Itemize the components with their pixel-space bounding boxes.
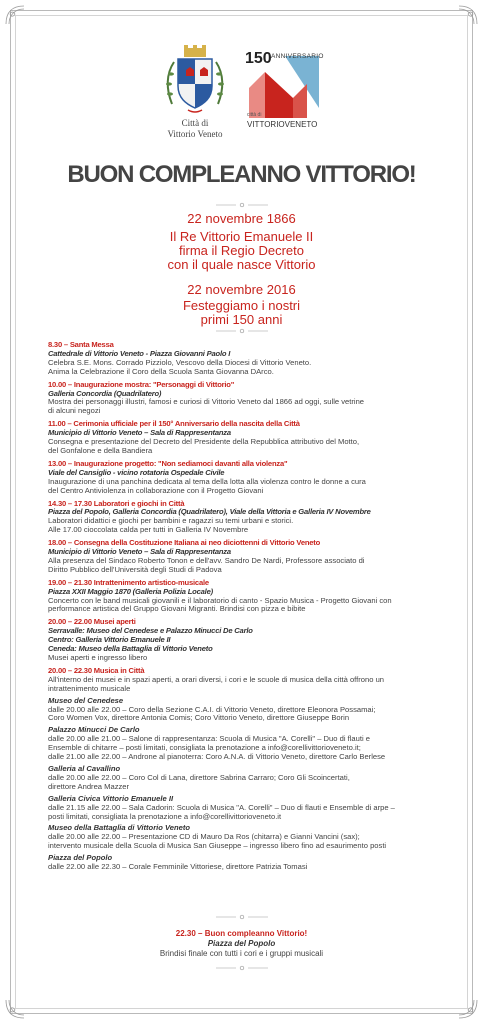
program-list: [48, 341, 448, 872]
program-item: [48, 539, 448, 575]
music-venue-name: Museo della Battaglia di Vittorio Veneto: [48, 823, 191, 833]
program-item-title: 20.00 – 22.30 Musica in Città: [48, 665, 145, 675]
corner-ornament-icon: [4, 4, 26, 26]
program-item-desc: Laboratori didattici e giochi per bambini e ragazzi su temi urbani e storici.: [48, 516, 294, 526]
music-venue-desc: dalle 20.00 alle 22.00 – Coro Col di Lana, direttore Sabrina Carraro; Coro Gli Scoincertati,: [48, 772, 350, 782]
music-venue-item: [48, 824, 448, 851]
program-item-venue: Piazza XXII Maggio 1870 (Galleria Polizia Locale): [48, 586, 213, 596]
program-item-venue: Viale del Cansiglio - vicino rotatoria Ospedale Civile: [48, 467, 225, 477]
music-venue-item: [48, 854, 448, 872]
finale-title: 22.30 – Buon compleanno Vittorio!: [175, 929, 308, 938]
program-item-desc: All'interno dei musei e in spazi aperti, a orari diversi, i cori e le scuole di musica della città offrono un: [48, 674, 385, 684]
program-item-desc: Diritto Pubblico dell'Università degli Studi di Padova: [48, 564, 222, 574]
music-venue-item: [48, 697, 448, 724]
music-venue-desc: dalle 22.00 alle 22.30 – Corale Femminile Vittoriese, direttore Patrizia Tomasi: [48, 862, 308, 872]
divider-ornament-icon: [216, 202, 268, 208]
program-item-desc: del Gonfalone e della Bandiera: [48, 445, 153, 455]
corner-ornament-icon: [457, 4, 479, 26]
music-venue-desc: direttore Andrea Mazzer: [48, 781, 130, 791]
music-venue-desc: dalle 20.00 alle 22.00 – Presentazione CD di Mauro Da Ros (chitarra) e Gianni Vancini (sax);: [48, 832, 360, 842]
divider-ornament-icon: [216, 328, 268, 334]
program-item-desc: Musei aperti e ingresso libero: [48, 653, 148, 662]
program-item-venue: Municipio di Vittorio Veneto – Sala di Rappresentanza: [48, 547, 231, 557]
today-block: [0, 283, 483, 327]
anniversary-city: VITTORIOVENETO: [247, 120, 318, 129]
anniversary-citta: città di: [247, 112, 262, 118]
program-item: [48, 460, 448, 496]
program-item-desc: Anima la Celebrazione il Coro della Scuola Santa Giovanna DArco.: [48, 366, 274, 376]
program-item-desc: performance artistica del Gruppo Giovani Migranti. Brindisi con pizza e bibite: [48, 604, 306, 614]
finale-venue: Piazza del Popolo: [207, 939, 276, 948]
program-item-desc: Consegna e presentazione del Decreto del Presidente della Repubblica attributivo del Motto,: [48, 437, 360, 447]
corner-ornament-icon: [457, 998, 479, 1020]
history-block: [0, 212, 483, 272]
town-name-line2: Vittorio Veneto: [167, 129, 223, 139]
anniversary-logo-icon: [245, 50, 330, 132]
program-item-venue: Cattedrale di Vittorio Veneto - Piazza Giovanni Paolo I: [48, 348, 231, 358]
history-line2: firma il Regio Decreto: [179, 243, 304, 258]
music-venue-desc: dalle 20.00 alle 21.00 – Salone di rappresentanza: Scuola di Musica "A. Corelli" – Duo di flauti e: [48, 734, 370, 744]
music-venue-item: [48, 726, 448, 762]
music-venue-desc: dalle 21.00 alle 22.00 – Androne al pianoterra: Coro A.N.A. di Vittorio Veneto, direttore Carlo Berlese: [48, 752, 386, 762]
program-item-title: 20.00 – 22.00 Musei aperti: [48, 617, 136, 627]
history-date: 22 novembre 1866: [187, 211, 296, 226]
program-item-venue: Serravalle: Museo del Cenedese e Palazzo Minucci De Carlo: [48, 626, 253, 636]
history-line1: Il Re Vittorio Emanuele II: [169, 229, 314, 244]
corner-ornament-icon: [4, 998, 26, 1020]
music-venue-desc: Ensemble di chitarre – posti limitati, consigliata la prenotazione a info@corellivittorioveneto.it;: [48, 743, 361, 753]
music-venue-item: [48, 765, 448, 792]
program-item-title: 19.00 – 21.30 Intrattenimento artistico-musicale: [48, 577, 209, 587]
anniversary-word: ANNIVERSARIO: [271, 53, 324, 60]
program-item-desc: Alle 17.00 cioccolata calda per tutti in Galleria IV Novembre: [48, 525, 249, 535]
music-venue-desc: Coro Women Vox, direttore Antonia Comis; Coro Vittorio Veneto, direttore Giuseppe Borin: [48, 713, 350, 723]
today-line2: primi 150 anni: [200, 312, 283, 327]
program-item-desc: Celebra S.E. Mons. Corrado Pizziolo, Vescovo della Diocesi di Vittorio Veneto.: [48, 357, 312, 367]
program-item-desc: Mostra dei personaggi illustri, famosi e curiosi di Vittorio Veneto dal 1866 ad oggi, sulle vetrine: [48, 397, 365, 407]
town-logo: [160, 44, 230, 140]
history-line3: con il quale nasce Vittorio: [167, 257, 316, 272]
program-item-venue: Centro: Galleria Vittorio Emanuele II: [48, 635, 171, 645]
program-item-title: 18.00 – Consegna della Costituzione Italiana ai neo diciottenni di Vittorio Veneto: [48, 538, 321, 548]
page-title: BUON COMPLEANNO VITTORIO!: [67, 161, 416, 188]
program-item: [48, 618, 448, 663]
program-item-title: 14.30 – 17.30 Laboratori e giochi in Città: [48, 498, 185, 508]
program-item: [48, 420, 448, 456]
program-item: [48, 667, 448, 694]
music-venue-desc: posti limitati, consigliata la prenotazione a info@corellivittorioveneto.it: [48, 811, 282, 821]
town-name: [160, 118, 230, 140]
music-venue-name: Museo del Cenedese: [48, 695, 124, 705]
music-venue-name: Piazza del Popolo: [48, 853, 113, 863]
music-venue-desc: dalle 20.00 alle 22.00 – Coro della Sezione C.A.I. di Vittorio Veneto, direttore Eleonora Possamai;: [48, 704, 376, 714]
program-item-venue: Galleria Concordia (Quadrilatero): [48, 388, 162, 398]
finale-block: [0, 929, 483, 959]
program-item-desc: Concerto con le band musicali giovanili e il laboratorio di canto - Spazio Musica - Progetto Giovani con: [48, 595, 392, 605]
program-item-title: 11.00 – Cerimonia ufficiale per il 150° Anniversario della nascita della Città: [48, 419, 300, 429]
program-item-desc: Alla presenza del Sindaco Roberto Tonon e dell'avv. Sandro De Nardi, Professore associato di: [48, 555, 365, 565]
divider-ornament-icon: [216, 914, 268, 920]
today-line1: Festeggiamo i nostri: [182, 298, 301, 313]
program-item: [48, 381, 448, 417]
program-item-desc: Inaugurazione di una panchina dedicata al tema della lotta alla violenza contro le donne a cura: [48, 476, 366, 486]
program-item: [48, 500, 448, 536]
program-item: [48, 341, 448, 377]
music-venue-name: Galleria Civica Vittorio Emanuele II: [48, 793, 174, 803]
finale-desc: Brindisi finale con tutti i cori e i gruppi musicali: [159, 949, 324, 958]
music-venue-desc: intervento musicale della Scuola di Musica San Giuseppe – ingresso libero fino ad esaurimento posti: [48, 841, 387, 851]
divider-ornament-icon: [216, 965, 268, 971]
today-date: 22 novembre 2016: [187, 282, 296, 297]
music-venue-name: Palazzo Minucci De Carlo: [48, 725, 140, 735]
program-item-desc: di alcuni negozi: [48, 406, 101, 416]
program-item-desc: del Centro Antiviolenza in collaborazione con il Progetto Giovani: [48, 485, 264, 495]
music-venue-item: [48, 795, 448, 822]
program-item-title: 13.00 – Inaugurazione progetto: "Non sediamoci davanti alla violenza": [48, 458, 288, 468]
town-name-line1: Città di: [181, 118, 209, 128]
program-item-title: 8.30 – Santa Messa: [48, 340, 114, 349]
anniversary-number: 150: [245, 50, 272, 67]
music-venue-desc: dalle 21.15 alle 22.00 – Sala Cadorin: Scuola di Musica "A. Corelli" – Duo di flauti e Ensemble di arpe –: [48, 802, 395, 812]
program-item-desc: intrattenimento musicale: [48, 683, 131, 693]
program-item-venue: Ceneda: Museo della Battaglia di Vittorio Veneto: [48, 644, 213, 654]
program-item-venue: Piazza del Popolo, Galleria Concordia (Quadrilatero), Viale della Vittoria e Galleria IV Novembre: [48, 507, 371, 517]
program-item-title: 10.00 – Inaugurazione mostra: "Personaggi di Vittorio": [48, 379, 235, 389]
music-venue-name: Galleria al Cavallino: [48, 763, 121, 773]
program-item: [48, 579, 448, 615]
town-crest-icon: [164, 44, 226, 116]
program-item-venue: Municipio di Vittorio Veneto – Sala di Rappresentanza: [48, 428, 231, 438]
